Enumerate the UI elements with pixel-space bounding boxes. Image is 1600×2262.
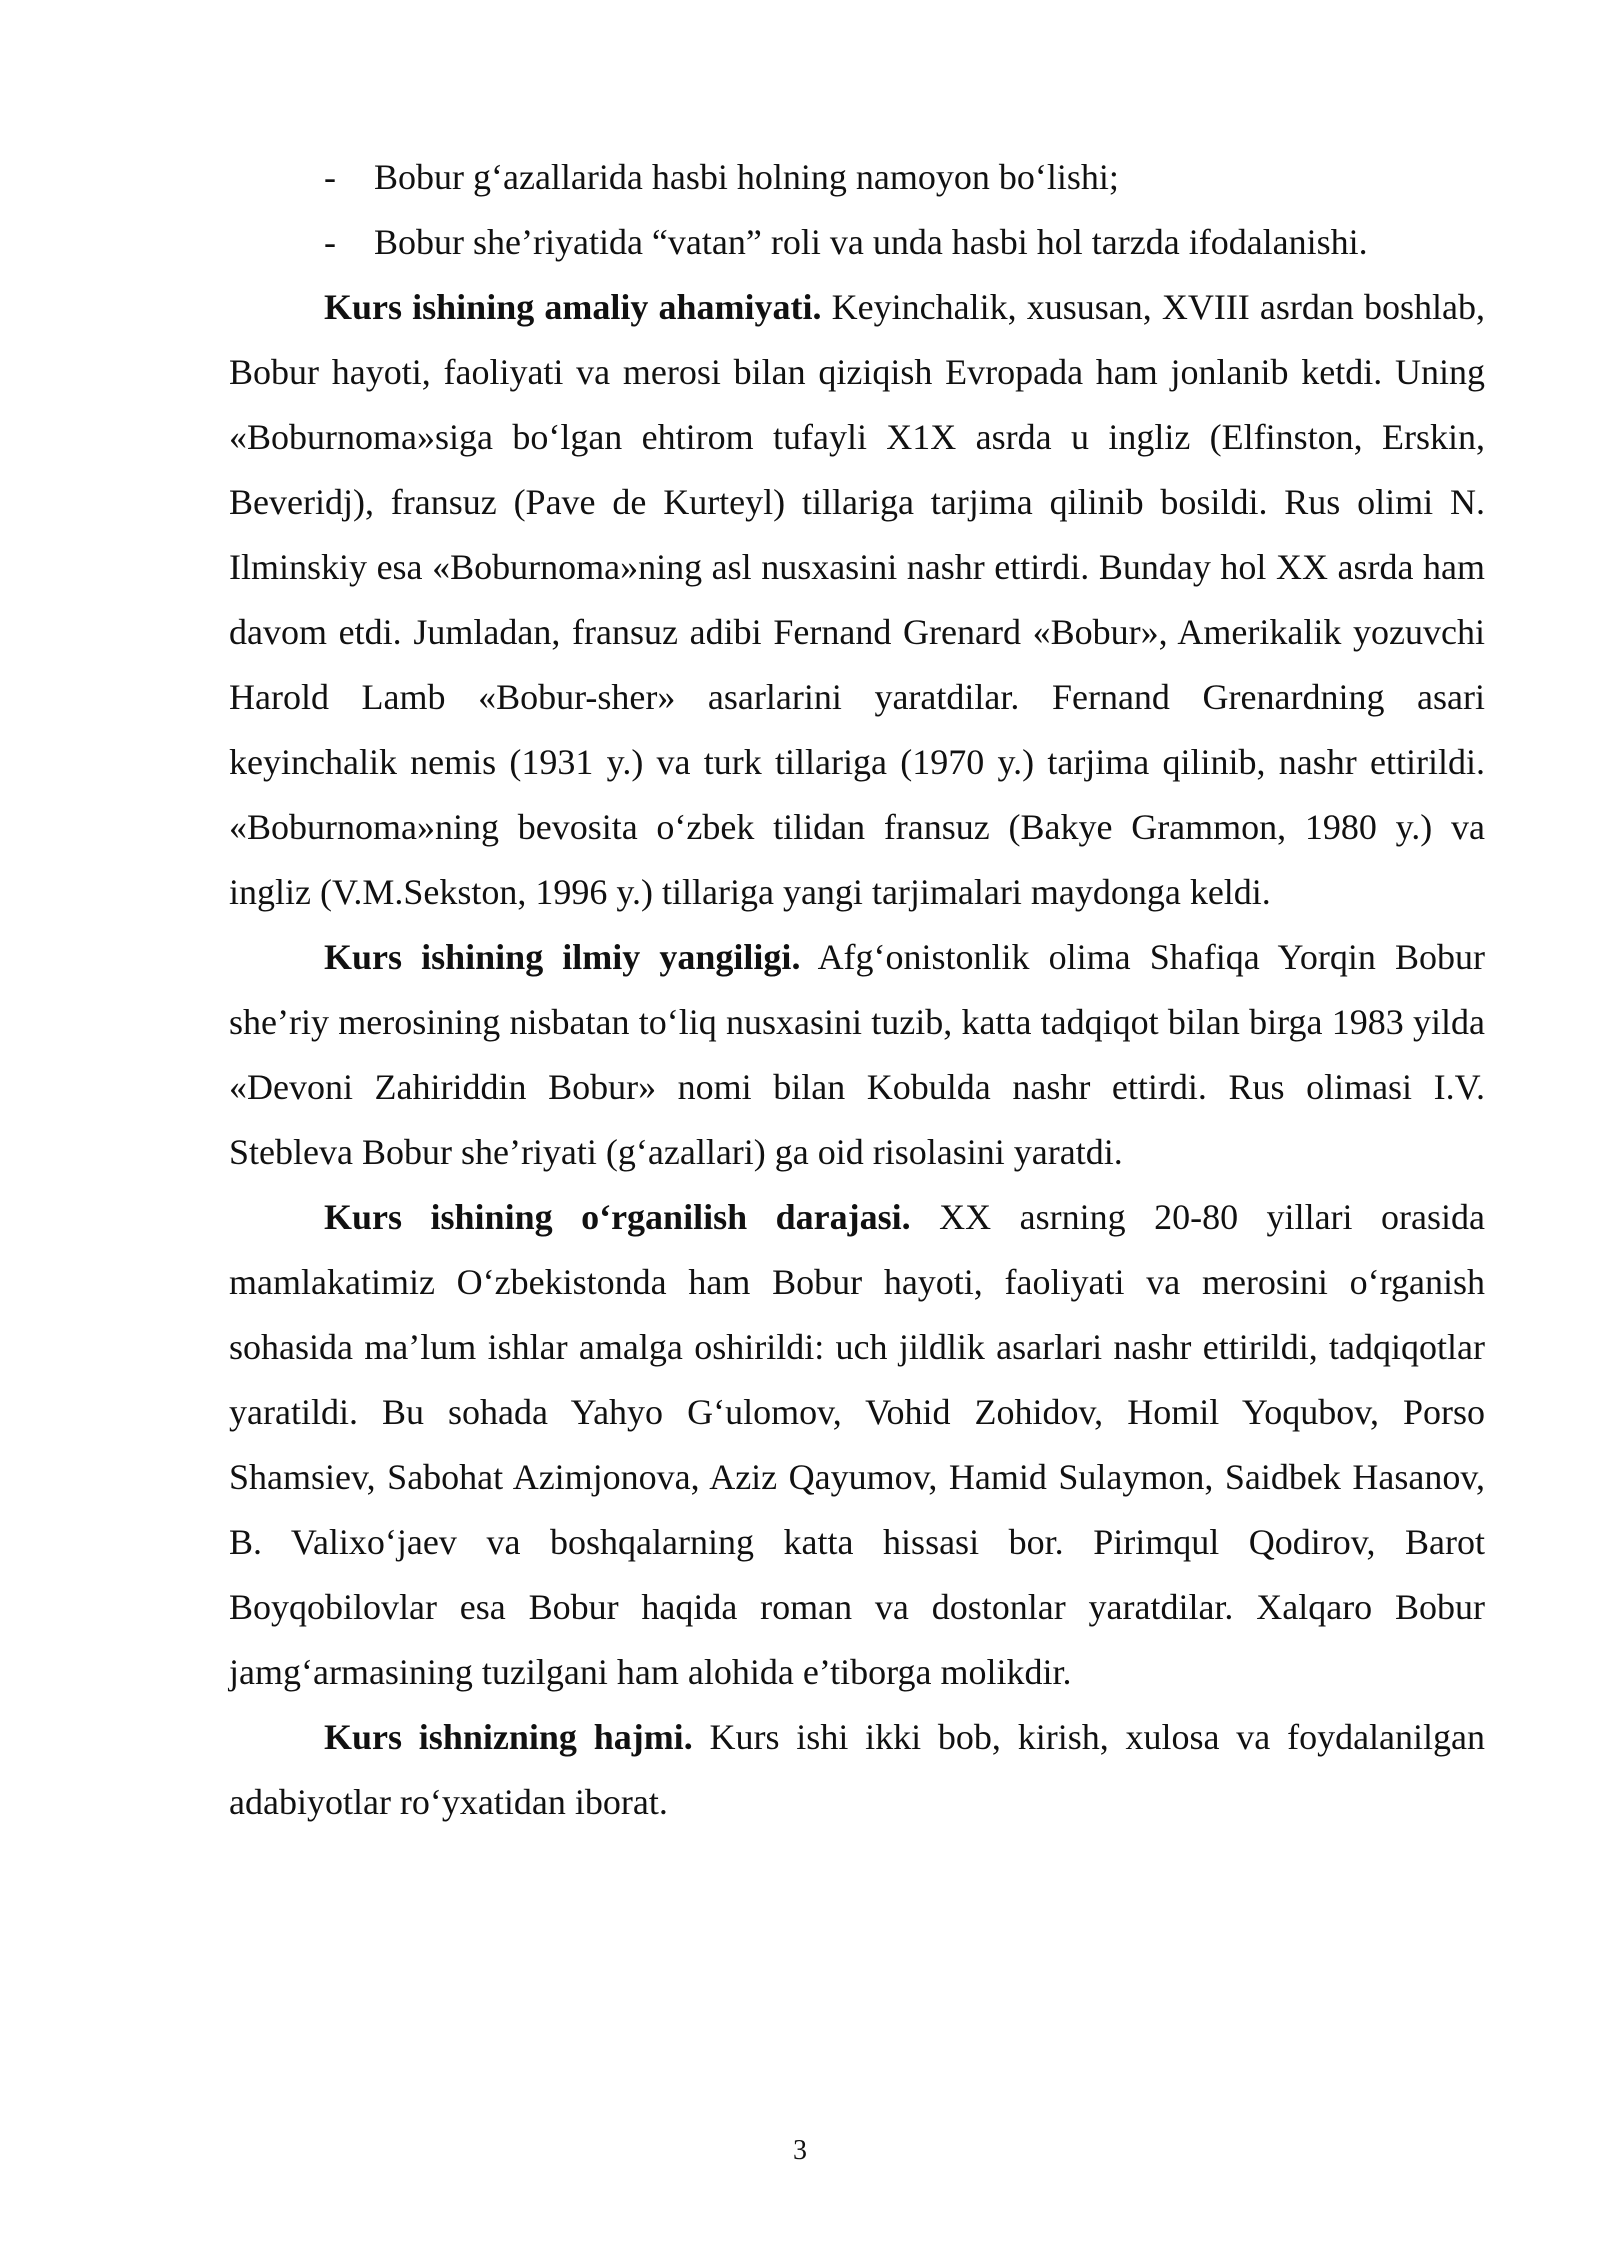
paragraph-text: Kurs ishi ikki bob, kirish, xulosa va foydalanilgan adabiyotlar ro‘yxatidan iborat. <box>229 1717 1486 1822</box>
paragraph-text: XX asrning 20-80 yillari orasida mamlakatimiz O‘zbekistonda ham Bobur hayoti, faoliyati va merosini o‘rganish sohasida ma’lum ishlar amalga oshirildi: uch jildlik asarlari nashr ettirildi, tadqiqotlar yaratildi. Bu sohada Yahyo G‘ulomov, Vohid Zohidov, Homil Yoqubov, Porso Shamsiev, Sabohat Azimjonova, Aziz Qayumov, Hamid Sulaymon, Saidbek Hasanov, B. Valixo‘jaev va boshqalarning katta hissasi bor. Pirimqul Qodirov, Barot Boyqobilovlar esa Bobur haqida roman va dostonlar yaratdilar. Xalqaro Bobur jamg‘armasining tuzilgani ham alohida e’tiborga molikdir. <box>229 1197 1485 1692</box>
paragraph-heading: Kurs ishining ilmiy yangiligi. <box>324 937 801 977</box>
bullet-item <box>229 210 1485 275</box>
paragraph-volume <box>229 1705 1485 1835</box>
paragraph-heading: Kurs ishining o‘rganilish darajasi. <box>324 1197 911 1237</box>
bullet-text: Bobur g‘azallarida hasbi holning namoyon bo‘lishi; <box>374 157 1119 197</box>
paragraph-scientific-novelty <box>229 925 1485 1185</box>
paragraph-text: Afg‘onistonlik olima Shafiqa Yorqin Bobur she’riy merosining nisbatan to‘liq nusxasini tuzib, katta tadqiqot bilan birga 1983 yilda «Devoni Zahiriddin Bobur» nomi bilan Kobulda nashr ettirdi. Rus olimasi I.V. Stebleva Bobur she’riyati (g‘azallari) ga oid risolasini yaratdi. <box>229 937 1485 1172</box>
paragraph-text: Keyinchalik, xususan, XVIII asrdan boshlab, Bobur hayoti, faoliyati va merosi bilan qiziqish Evropada ham jonlanib ketdi. Uning «Boburnoma»siga bo‘lgan ehtirom tufayli X1X asrda u ingliz (Elfinston, Erskin, Beveridj), fransuz (Pave de Kurteyl) tillariga tarjima qilinib bosildi. Rus olimi N. Ilminskiy esa «Boburnoma»ning asl nusxasini nashr ettirdi. Bunday hol XX asrda ham davom etdi. Jumladan, fransuz adibi Fernand Grenard «Bobur», Amerikalik yozuvchi Harold Lamb «Bobur-sher» asarlarini yaratdilar. Fernand Grenardning asari keyinchalik nemis (1931 y.) va turk tillariga (1970 y.) tarjima qilinib, nashr ettirildi. «Boburnoma»ning bevosita o‘zbek tilidan fransuz (Bakye Grammon, 1980 y.) va ingliz (V.M.Sekston, 1996 y.) tillariga yangi tarjimalari maydonga keldi. <box>229 287 1485 912</box>
bullet-text: Bobur she’riyatida “vatan” roli va unda hasbi hol tarzda ifodalanishi. <box>374 222 1368 262</box>
bullet-marker: - <box>324 157 336 197</box>
bullet-item <box>229 145 1485 210</box>
paragraph-heading: Kurs ishining amaliy ahamiyati. <box>324 287 822 327</box>
bullet-marker: - <box>324 222 336 262</box>
paragraph-heading: Kurs ishnizning hajmi. <box>324 1717 693 1757</box>
document-body <box>229 145 1485 1835</box>
paragraph-practical-significance <box>229 275 1485 925</box>
paragraph-study-level <box>229 1185 1485 1705</box>
page-number: 3 <box>793 2135 807 2166</box>
